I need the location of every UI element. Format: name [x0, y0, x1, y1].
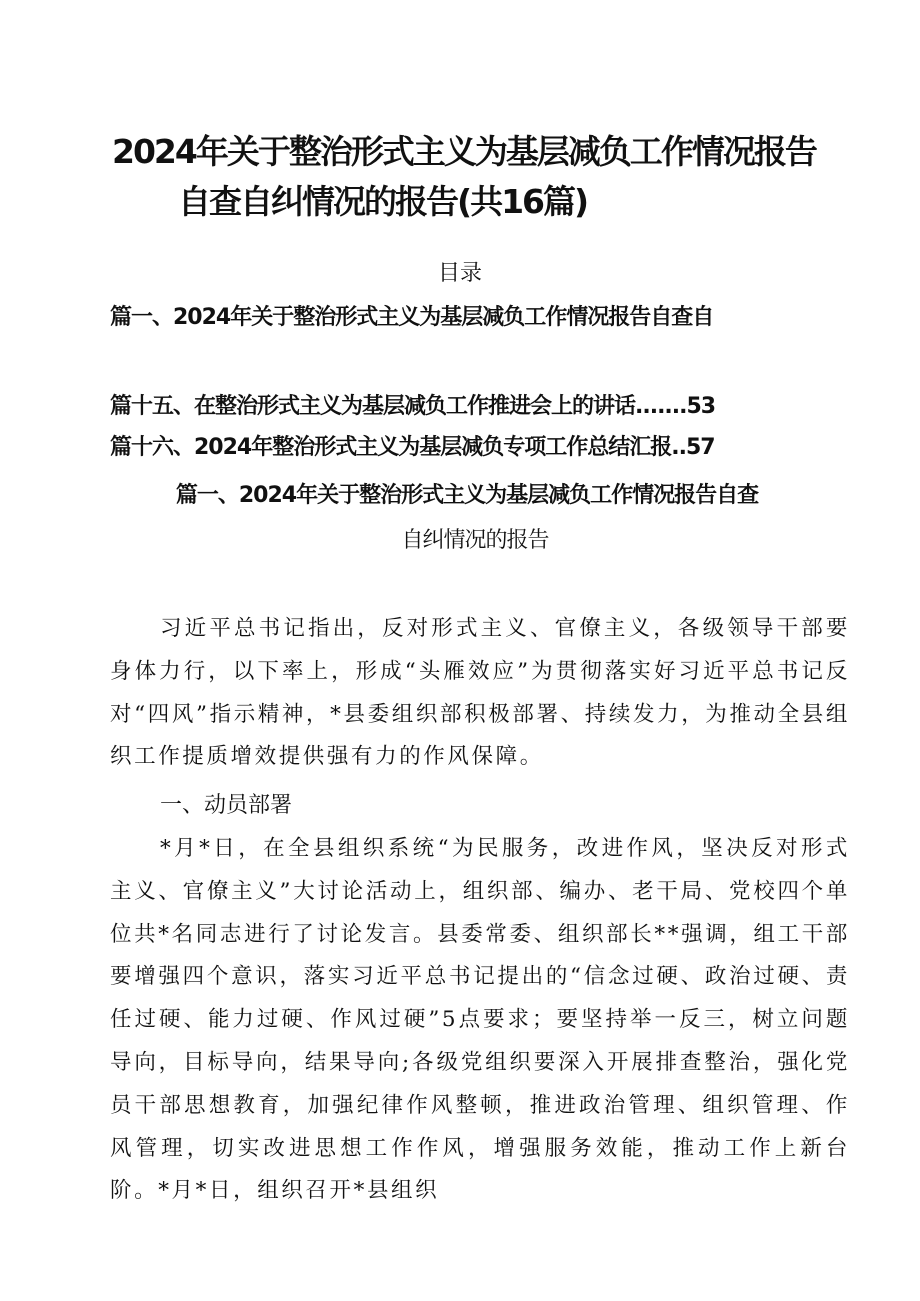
document-title-line2: 自查自纠情况的报告(共16篇) [178, 182, 588, 221]
toc-item-15[interactable]: 篇十五、在整治形式主义为基层减负工作推进会上的讲话.......53 [110, 394, 716, 419]
document-title-line1: 2024年关于整治形式主义为基层减负工作情况报告 [112, 132, 816, 171]
section-title-line2: 自纠情况的报告 [401, 528, 549, 553]
section-title-line1: 篇一、2024年关于整治形式主义为基层减负工作情况报告自查 [175, 483, 759, 508]
paragraph-mobilization: *月*日，在全县组织系统“为民服务，改进作风，坚决反对形式主义、官僚主义”大讨论活动上，组织部、编办、老干局、党校四个单位共*名同志进行了讨论发言。县委常委、组织部长**强调，组工干部要增强四个意识，落实习近平总书记提出的“信念过硬、政治过硬、责任过硬、能力过硬、作风过硬”5点要求；要坚持举一反三，树立问题导向，目标导向，结果导向;各级党组织要深入开展排查整治，强化党员干部思想教育，加强纪律作风整顿，推进政治管理、组织管理、作风管理，切实改进思想工作作风，增强服务效能，推动工作上新台阶。*月*日，组织召开*县组织 [110, 836, 850, 1204]
toc-item-16[interactable]: 篇十六、2024年整治形式主义为基层减负专项工作总结汇报..57 [110, 435, 715, 460]
toc-heading: 目录 [437, 261, 482, 286]
paragraph-intro: 习近平总书记指出，反对形式主义、官僚主义，各级领导干部要身体力行，以下率上，形成“头雁效应”为贯彻落实好习近平总书记反对“四风”指示精神，*县委组织部积极部署、持续发力，为推动全县组织工作提质增效提供强有力的作风保障。 [110, 616, 850, 770]
subheading-mobilization: 一、动员部署 [160, 793, 293, 818]
toc-item-1[interactable]: 篇一、2024年关于整治形式主义为基层减负工作情况报告自查自 [110, 305, 714, 330]
